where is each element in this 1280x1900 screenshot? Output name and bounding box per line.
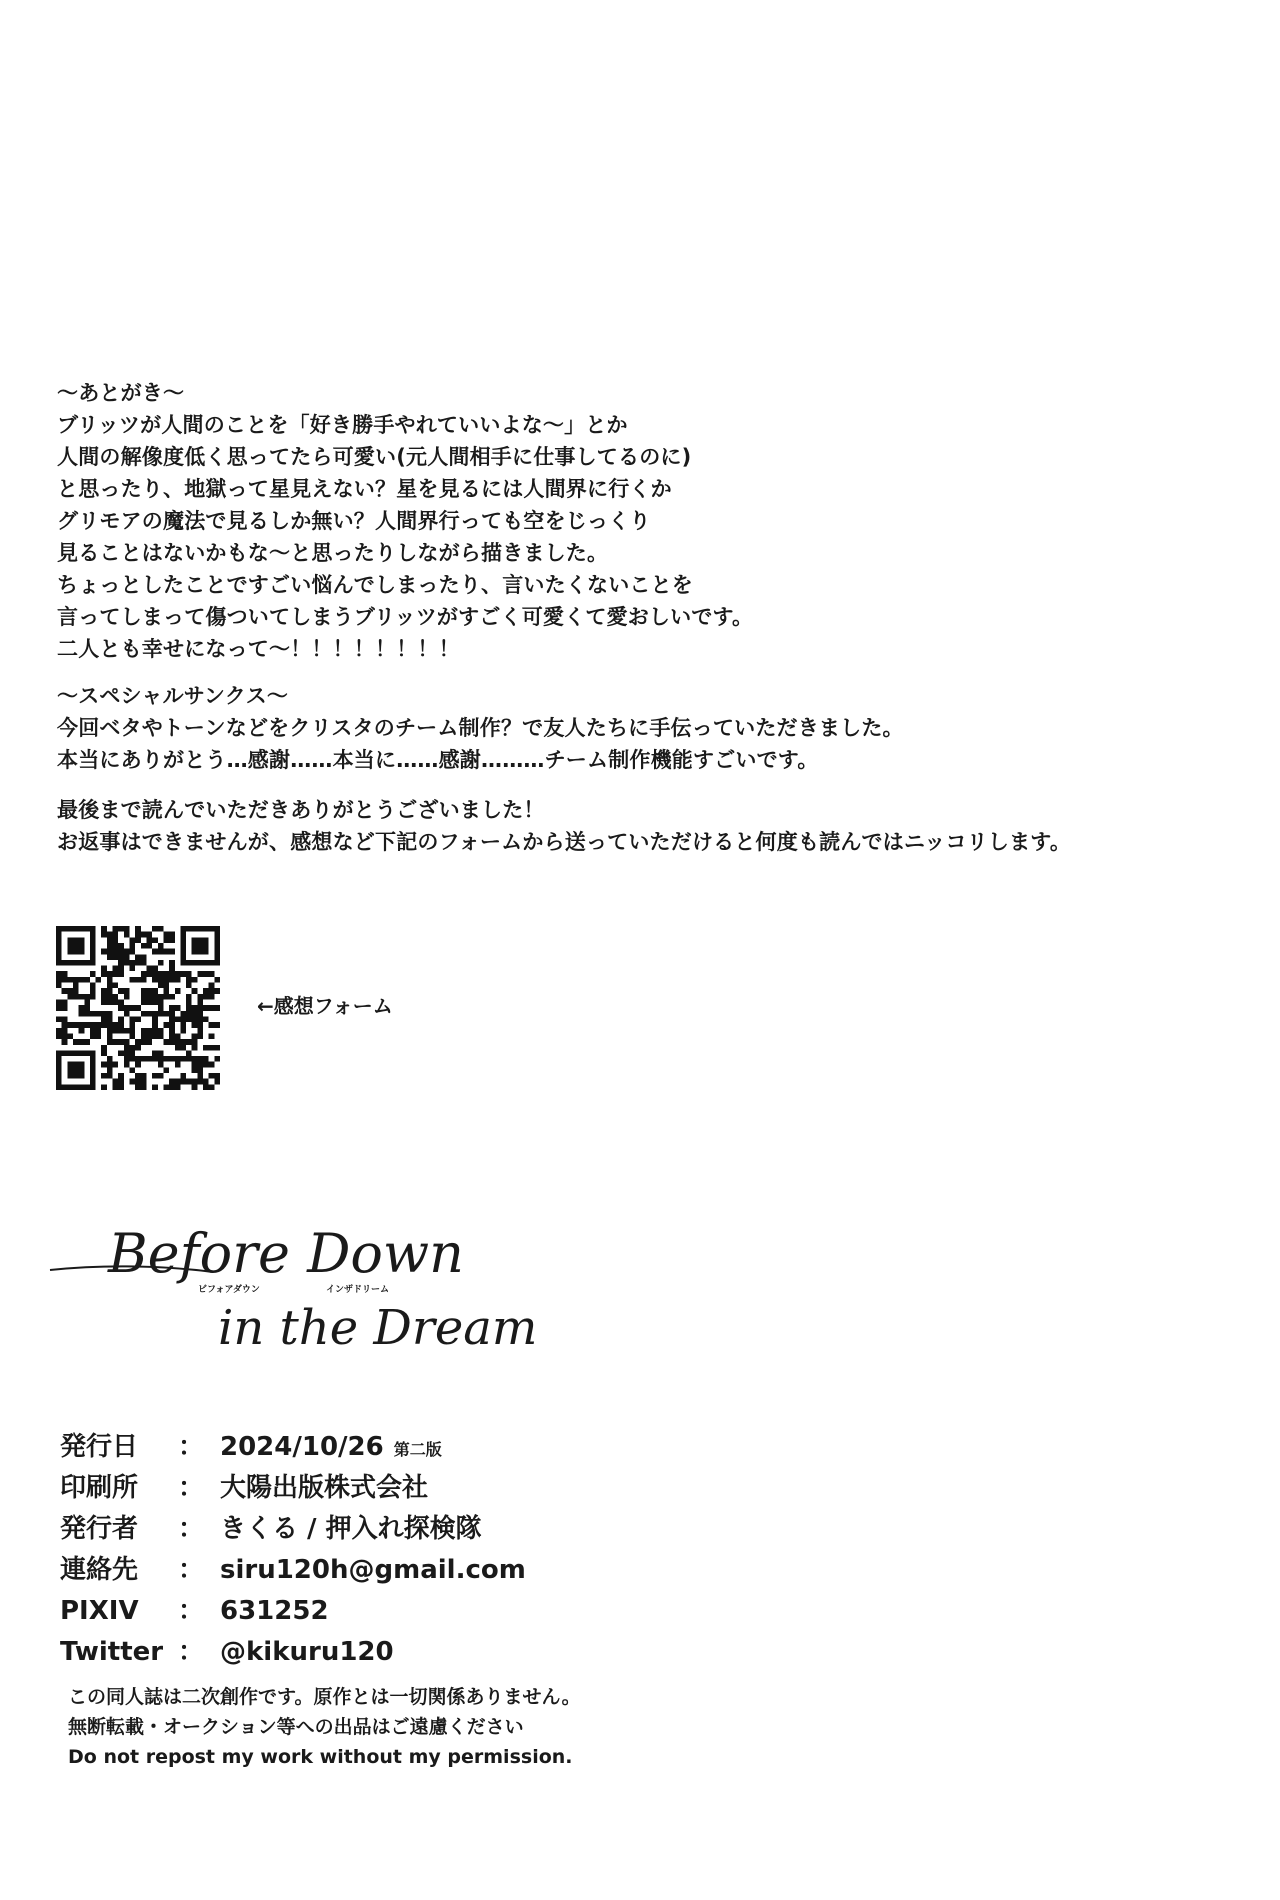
publication-info (60, 1428, 760, 1674)
afterword-line: 人間の解像度低く思ってたら可愛い(元人間相手に仕事してるのに) (57, 445, 692, 469)
afterword-line: 言ってしまって傷ついてしまうブリッツがすごく可愛くて愛おしいです。 (57, 605, 754, 629)
info-label: Twitter (60, 1637, 164, 1667)
info-label: 発行日 (60, 1432, 139, 1462)
contact-email[interactable]: siru120h@gmail.com (220, 1555, 526, 1585)
afterword-heading: 〜あとがき〜 (57, 381, 185, 405)
info-separator: ： (178, 1432, 205, 1462)
logo-ruby-1: ビフォアダウン (198, 1285, 260, 1295)
disclaimer-line: この同人誌は二次創作です。原作とは一切関係ありません。 (68, 1686, 581, 1708)
afterword-line: ブリッツが人間のことを「好き勝手やれていいよな〜」とか (57, 413, 628, 437)
disclaimer-line: 無断転載・オークション等への出品はご遠慮ください (68, 1716, 524, 1738)
info-label: PIXIV (60, 1596, 139, 1626)
feedback-form-label: ←感想フォーム (257, 994, 393, 1018)
info-label: 連絡先 (60, 1555, 139, 1585)
logo-line-2: in the Dream (218, 1300, 538, 1356)
title-logo-script (48, 1220, 538, 1370)
info-label: 印刷所 (60, 1473, 139, 1503)
info-row-twitter (60, 1633, 760, 1674)
info-row-publish-date (60, 1428, 760, 1469)
special-thanks-heading: 〜スペシャルサンクス〜 (57, 684, 289, 708)
edition-note: 第二版 (393, 1440, 442, 1459)
info-row-contact (60, 1551, 760, 1592)
closing-line: 最後まで読んでいただきありがとうございました！ (57, 798, 545, 822)
title-logo (48, 1220, 538, 1370)
afterword-section (57, 377, 1217, 665)
special-thanks-section (57, 680, 1217, 776)
special-thanks-line: 今回ベタやトーンなどをクリスタのチーム制作？で友人たちに手伝っていただきました。 (57, 716, 904, 740)
info-separator: ： (178, 1555, 205, 1585)
afterword-line: グリモアの魔法で見るしか無い？人間界行っても空をじっくり (57, 509, 651, 533)
special-thanks-line: 本当にありがとう…感謝……本当に……感謝………チーム制作機能すごいです。 (57, 748, 819, 772)
disclaimer-line: Do not repost my work without my permission. (68, 1746, 573, 1768)
publish-date-value: 2024/10/26 (220, 1432, 384, 1462)
info-separator: ： (178, 1596, 205, 1626)
feedback-form-qr-code[interactable] (56, 926, 220, 1090)
info-label: 発行者 (60, 1514, 139, 1544)
logo-line-1: Before Down (108, 1222, 464, 1285)
info-value (220, 1428, 442, 1469)
disclaimer-section (68, 1682, 968, 1772)
info-separator: ： (178, 1473, 205, 1503)
afterword-line: 二人とも幸せになって〜！！！！！！！！ (57, 637, 460, 661)
info-separator: ： (178, 1514, 205, 1544)
info-row-publisher (60, 1510, 760, 1551)
closing-line: お返事はできませんが、感想など下記のフォームから送っていただけると何度も読んではニッコリします。 (57, 830, 1072, 854)
info-row-pixiv (60, 1592, 760, 1633)
info-value: きくる / 押入れ探検隊 (220, 1514, 482, 1544)
twitter-handle: @kikuru120 (220, 1637, 394, 1667)
pixiv-id: 631252 (220, 1596, 329, 1626)
closing-section (57, 794, 1217, 858)
info-row-printer (60, 1469, 760, 1510)
afterword-line: ちょっとしたことですごい悩んでしまったり、言いたくないことを (57, 573, 693, 597)
info-value: 大陽出版株式会社 (220, 1473, 429, 1503)
logo-ruby-2: インザドリーム (326, 1285, 390, 1295)
qr-code-icon (56, 926, 220, 1090)
afterword-line: と思ったり、地獄って星見えない？星を見るには人間界に行くか (57, 477, 672, 501)
info-separator: ： (178, 1637, 205, 1667)
afterword-line: 見ることはないかもな〜と思ったりしながら描きました。 (57, 541, 609, 565)
